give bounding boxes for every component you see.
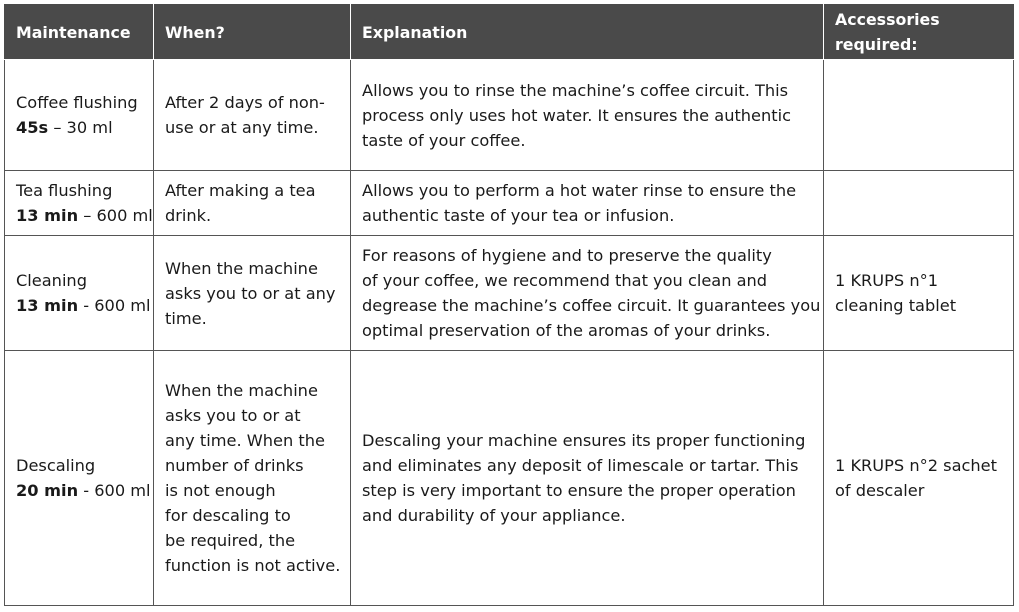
accessories-cell [824,171,1014,236]
accessories-cell [824,236,1014,351]
when-line: When the machine [165,258,318,278]
when-line: any time. When the [165,431,325,450]
table-row [5,351,1014,606]
header-maintenance: Maintenance [5,5,154,60]
explanation-line: step is very important to ensure the proper operation [362,481,796,500]
when-line: number of drinks [165,456,304,475]
maintenance-amount: - 600 ml [78,481,151,500]
maintenance-duration: 13 min [16,296,79,315]
when-line: drink. [165,206,212,225]
explanation-line: Descaling your machine ensures its proper functioning [362,431,806,450]
maintenance-duration: 20 min [16,481,79,500]
maintenance-duration-line [16,115,143,140]
maintenance-duration: 13 min [16,206,79,225]
when-line: After 2 days of non- [165,93,325,112]
header-accessories [824,5,1014,60]
explanation-line: authentic taste of your tea or infusion. [362,206,675,225]
maintenance-cell [5,351,154,606]
accessories-line: cleaning tablet [835,296,957,315]
when-cell [154,351,351,606]
maintenance-duration: 45s [16,118,49,137]
maintenance-cell [5,60,154,171]
header-accessories-line1: Accessories [835,10,940,29]
when-line: When the machine [165,381,318,400]
explanation-line: For reasons of hygiene and to preserve the quality [362,246,772,265]
accessories-line: 1 KRUPS n°1 [835,271,938,290]
explanation-cell [351,236,824,351]
explanation-line: taste of your coffee. [362,130,526,150]
table-header-row [5,5,1014,60]
accessories-cell [824,351,1014,606]
maintenance-amount: – 600 ml [78,206,153,225]
when-line: is not enough [165,481,276,500]
when-cell [154,236,351,351]
maintenance-duration-line [16,478,151,503]
explanation-line: and eliminates any deposit of limescale or tartar. This [362,456,799,475]
header-accessories-line2: required: [835,35,918,54]
explanation-line: Allows you to perform a hot water rinse to ensure the [362,181,797,200]
explanation-line: of your coffee, we recommend that you clean and [362,271,768,290]
when-cell [154,171,351,236]
maintenance-table [4,4,1014,606]
explanation-cell [351,351,824,606]
explanation-line: Allows you to rinse the machine’s coffee circuit. This [362,80,789,100]
table-row [5,236,1014,351]
maintenance-duration-line [16,203,153,228]
when-line: function is not active. [165,556,341,575]
explanation-line: optimal preservation of the aromas of your drinks. [362,321,771,340]
explanation-line: degrease the machine’s coffee circuit. It guarantees you [362,296,821,315]
when-line: for descaling to [165,506,291,525]
when-line: use or at any time. [165,118,319,137]
when-line: asks you to or at any [165,283,336,303]
explanation-cell [351,60,824,171]
when-line: be required, the [165,531,296,550]
table-row [5,60,1014,171]
when-line: time. [165,308,207,328]
maintenance-name: Tea flushing [16,181,113,200]
maintenance-name: Descaling [16,456,96,475]
accessories-line: of descaler [835,481,925,500]
maintenance-cell [5,236,154,351]
header-explanation: Explanation [351,5,824,60]
explanation-line: and durability of your appliance. [362,506,626,525]
maintenance-amount: – 30 ml [48,118,113,137]
when-line: asks you to or at [165,406,301,425]
when-cell [154,60,351,171]
maintenance-cell [5,171,154,236]
table-row [5,171,1014,236]
when-line: After making a tea [165,181,316,200]
maintenance-amount: - 600 ml [78,296,151,315]
maintenance-name: Coffee flushing [16,93,138,112]
accessories-line: 1 KRUPS n°2 sachet [835,456,997,475]
explanation-line: process only uses hot water. It ensures the authentic [362,105,792,125]
header-when: When? [154,5,351,60]
maintenance-name: Cleaning [16,271,87,290]
accessories-cell [824,60,1014,171]
maintenance-duration-line [16,293,151,318]
explanation-cell [351,171,824,236]
